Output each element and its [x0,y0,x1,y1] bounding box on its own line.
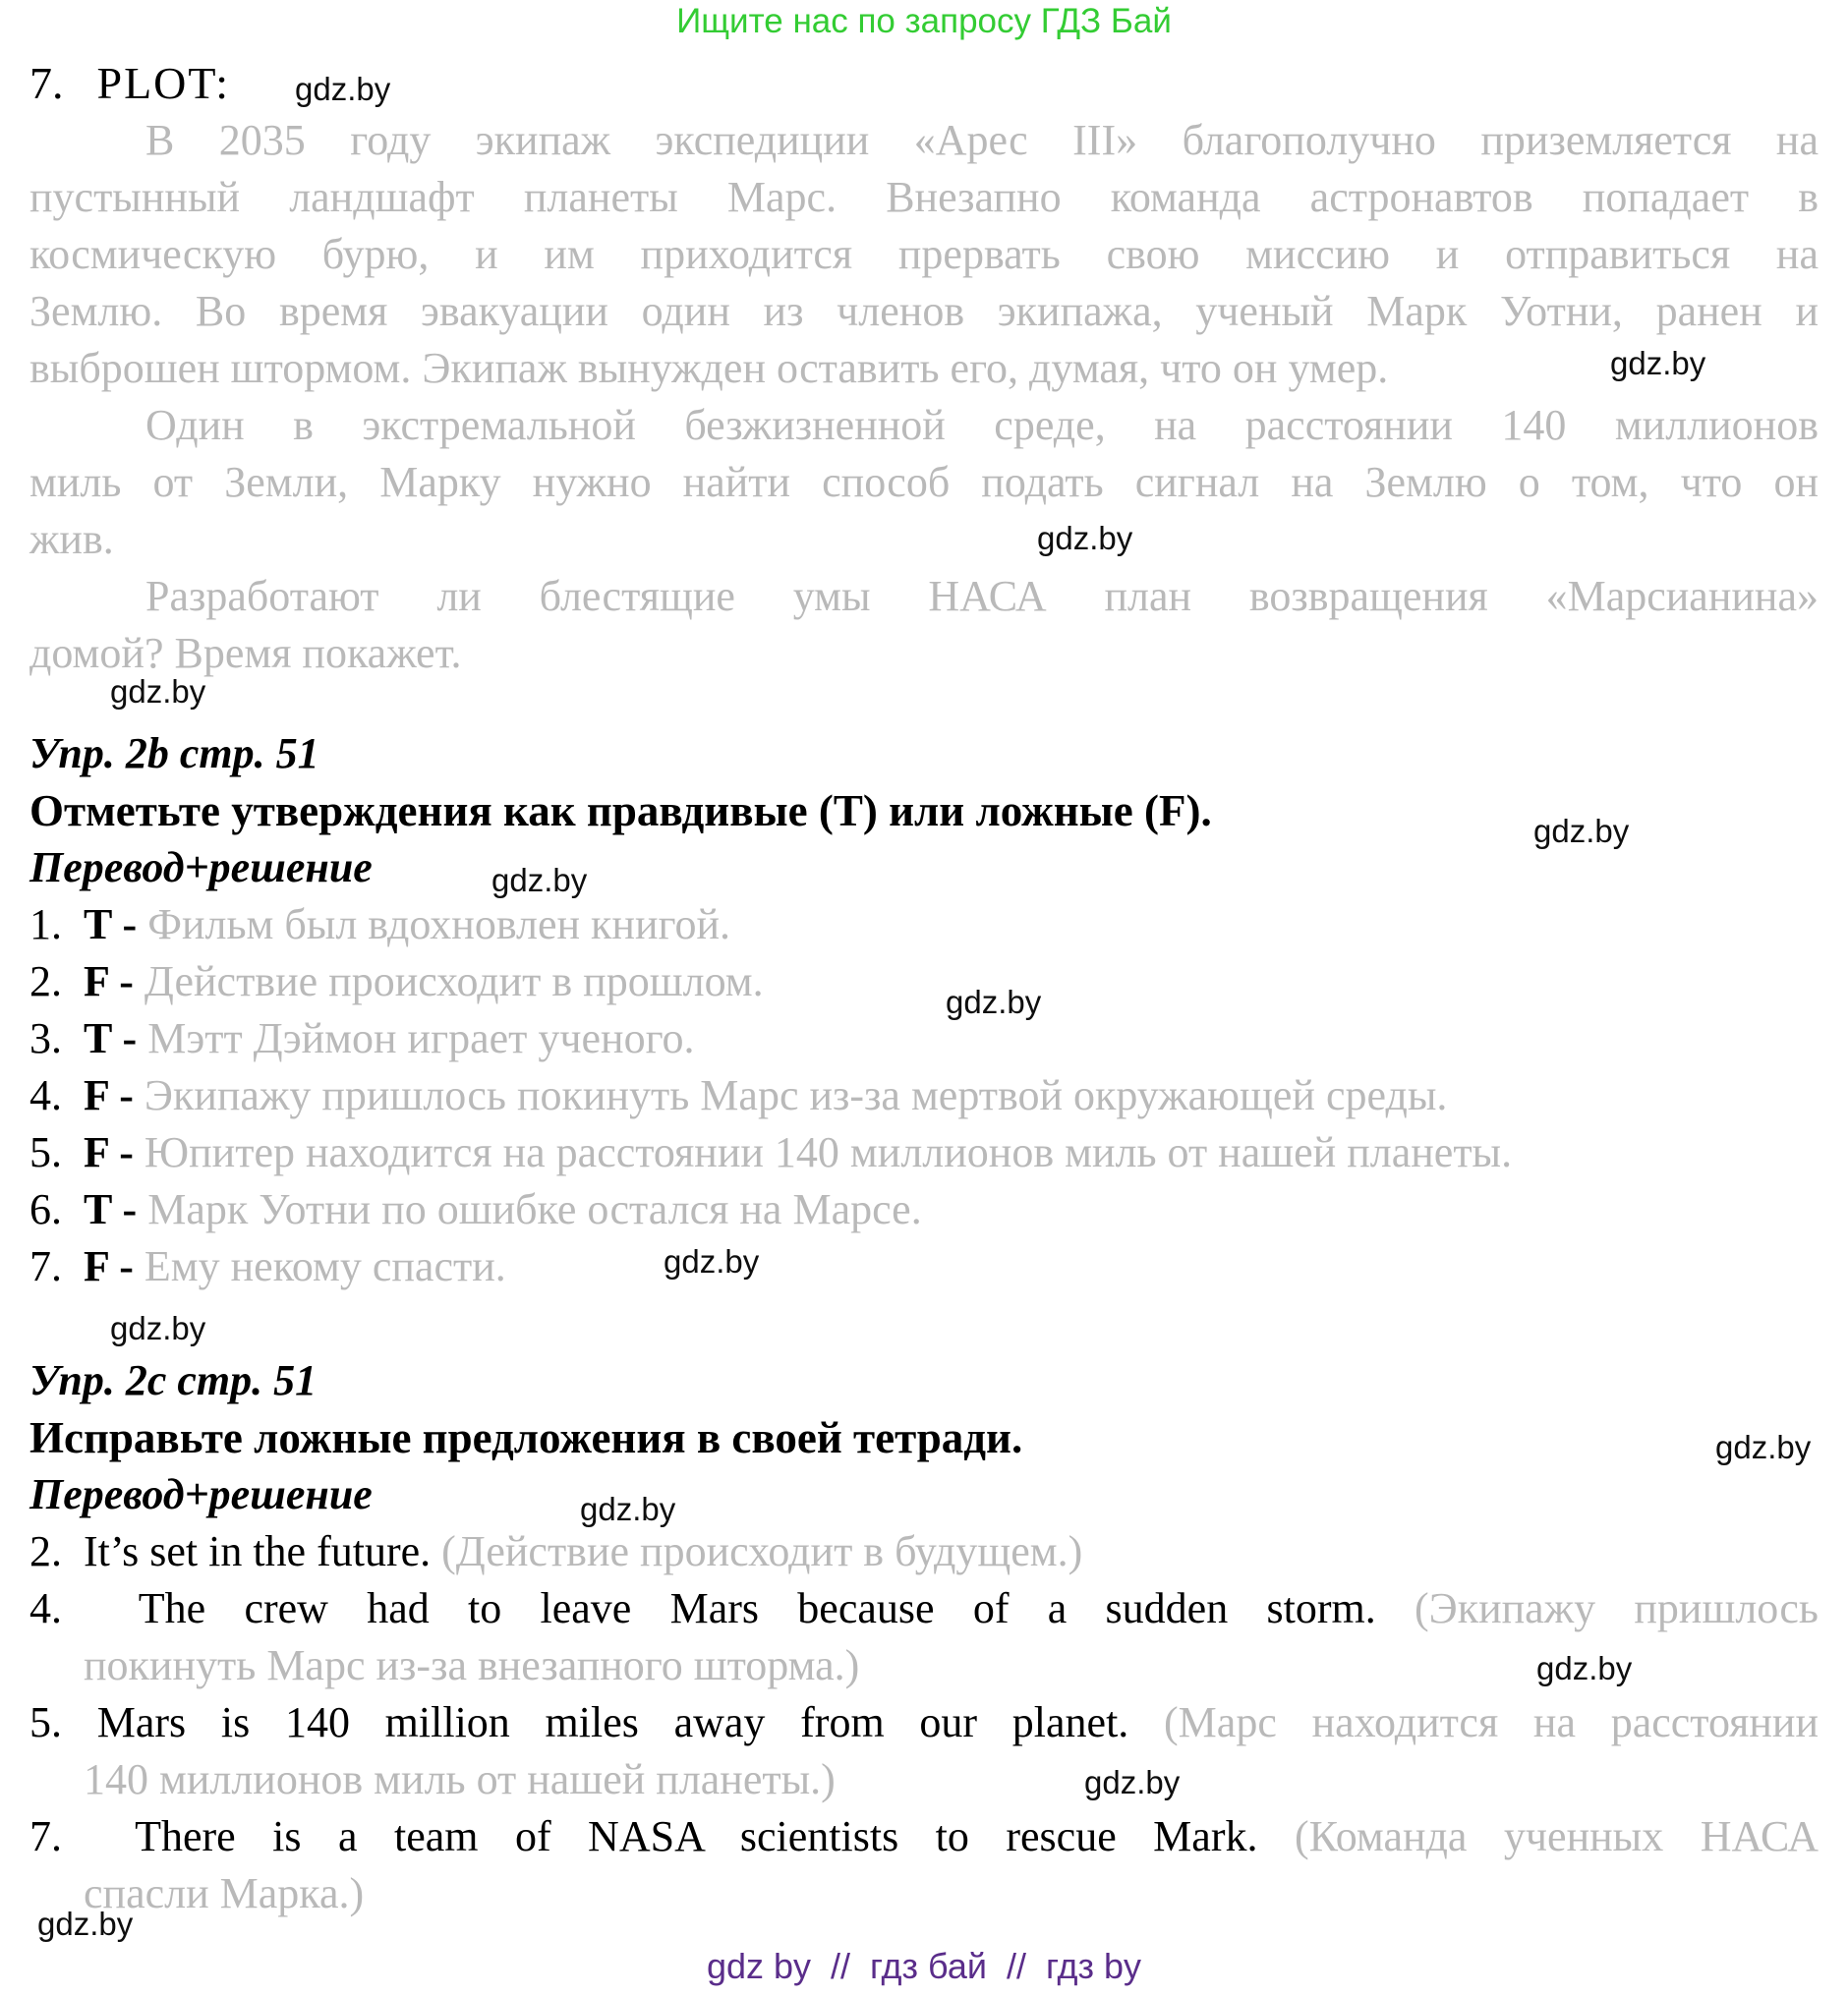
gray-text-segment: Один в экстремальной безжизненной среде, на расстоянии 140 миллионов [145,401,1819,449]
exercise-2c-task: Исправьте ложные предложения в своей тетради. [29,1413,1023,1462]
text-line [29,1751,1819,1808]
black-text-segment: F - [84,1128,144,1176]
gray-text-segment: Фильм был вдохновлен книгой. [147,900,731,948]
text-line [29,896,1819,953]
gray-text-segment: покинуть Марс из-за внезапного шторма.) [84,1641,860,1689]
gray-text-segment: спасли Марка.) [84,1869,365,1917]
gray-text-segment: (Действие происходит в будущем.) [441,1527,1083,1575]
text-line [29,953,1819,1010]
gray-text-segment: Землю. Во время эвакуации один из членов экипажа, ученый Марк Уотни, ранен и [29,287,1819,335]
text-line [29,1808,1819,1865]
plot-heading-number: 7. [29,58,64,108]
black-text-segment: 2. It’s set in the future. [29,1527,442,1575]
gray-text-segment: домой? Время покажет. [29,629,462,677]
gray-text-segment: жив. [29,515,114,563]
gdz-watermark: gdz.by [1084,1764,1181,1800]
gdz-watermark: gdz.by [491,862,588,898]
exercise-2c-subtitle: Перевод+решение [29,1470,373,1518]
text-line [29,1523,1819,1580]
gdz-watermark: gdz.by [37,1906,134,1942]
text-line [29,1865,1819,1922]
black-text-segment: F - [84,1242,144,1290]
black-text-segment: T - [84,1014,148,1062]
gray-text-segment: (Экипажу пришлось [1415,1584,1819,1632]
gray-text-segment: выброшен штормом. Экипаж вынужден оставить его, думая, что он умер. [29,344,1389,392]
plot-heading [29,55,1819,112]
gray-text-segment: (Марс находится на расстоянии [1164,1698,1819,1746]
black-text-segment: 7. There is a team of NASA scientists to rescue Mark. [29,1812,1295,1860]
black-text-segment: T - [84,1185,148,1233]
black-text-segment: 4. [29,1071,84,1119]
exercise-2b-title: Упр. 2b стр. 51 [29,729,319,777]
plot-paragraphs [29,112,1819,682]
black-text-segment: F - [84,957,144,1005]
black-text-segment: 5. [29,1128,84,1176]
text-line [29,568,1819,625]
text-line [29,226,1819,283]
text-line [29,1580,1819,1637]
gdz-watermark: gdz.by [110,1310,206,1346]
gray-text-segment: В 2035 году экипаж экспедиции «Арес III» благополучно приземляется на [145,116,1819,164]
gray-text-segment: космическую бурю, и им приходится прервать свою миссию и отправиться на [29,230,1819,278]
gray-text-segment: миль от Земли, Марку нужно найти способ подать сигнал на Землю о том, что он [29,458,1819,506]
text-line [29,169,1819,226]
text-line [29,1181,1819,1238]
text-line [29,511,1819,568]
text-line [29,1694,1819,1751]
gray-text-segment: 140 миллионов миль от нашей планеты.) [84,1755,836,1803]
gdz-watermark: gdz.by [110,673,206,710]
gray-text-segment: Ему некому спасти. [144,1242,506,1290]
black-text-segment: F - [84,1071,144,1119]
text-line [29,1010,1819,1067]
gdz-watermark: gdz.by [295,71,391,107]
gdz-watermark: gdz.by [1533,813,1630,849]
black-text-segment: 6. [29,1185,84,1233]
text-line [29,283,1819,340]
promo-header: Ищите нас по запросу ГДЗ Бай [676,2,1172,40]
black-text-segment: 5. Mars is 140 million miles away from our planet. [29,1698,1165,1746]
gdz-watermark: gdz.by [1715,1429,1812,1465]
black-text-segment: 3. [29,1014,84,1062]
exercise-2b-subtitle: Перевод+решение [29,843,373,891]
gray-text-segment: (Команда ученных НАСА [1294,1812,1819,1860]
black-text-segment: 1. [29,900,84,948]
gray-text-segment: пустынный ландшафт планеты Марс. Внезапно команда астронавтов попадает в [29,173,1819,221]
exercise-2b-task: Отметьте утверждения как правдивые (T) или ложные (F). [29,786,1212,835]
black-text-segment: 4. The crew had to leave Mars because of a sudden storm. [29,1584,1415,1632]
text-line [29,454,1819,511]
exercise-2c-title: Упр. 2c стр. 51 [29,1356,318,1404]
text-line [29,1067,1819,1124]
exercise-2c-answer-list [29,1523,1819,1922]
text-line [29,112,1819,169]
black-text-segment: 7. [29,1242,84,1290]
gdz-watermark: gdz.by [946,984,1042,1020]
text-line [29,1637,1819,1694]
gdz-watermark: gdz.by [1037,520,1133,556]
gdz-watermark: gdz.by [664,1243,760,1280]
text-line [29,1124,1819,1181]
text-line [29,625,1819,682]
black-text-segment: 2. [29,957,84,1005]
gray-text-segment: Действие происходит в прошлом. [144,957,764,1005]
text-line [29,340,1819,397]
gray-text-segment: Марк Уотни по ошибке остался на Марсе. [147,1185,922,1233]
gray-text-segment: Экипажу пришлось покинуть Марс из-за мертвой окружающей среды. [144,1071,1448,1119]
gray-text-segment: Юпитер находится на расстоянии 140 миллионов миль от нашей планеты. [144,1128,1513,1176]
footer-links[interactable]: gdz by // гдз бай // гдз by [706,1946,1142,1986]
exercise-2b-answer-list [29,896,1819,1295]
black-text-segment: T - [84,900,148,948]
gdz-watermark: gdz.by [580,1491,676,1527]
gray-text-segment: Мэтт Дэймон играет ученого. [147,1014,695,1062]
text-line [29,1238,1819,1295]
text-line [29,397,1819,454]
plot-heading-title: PLOT: [96,58,230,108]
gdz-watermark: gdz.by [1610,345,1706,381]
gdz-watermark: gdz.by [1536,1650,1633,1686]
gray-text-segment: Разработают ли блестящие умы НАСА план возвращения «Марсианина» [145,572,1819,620]
